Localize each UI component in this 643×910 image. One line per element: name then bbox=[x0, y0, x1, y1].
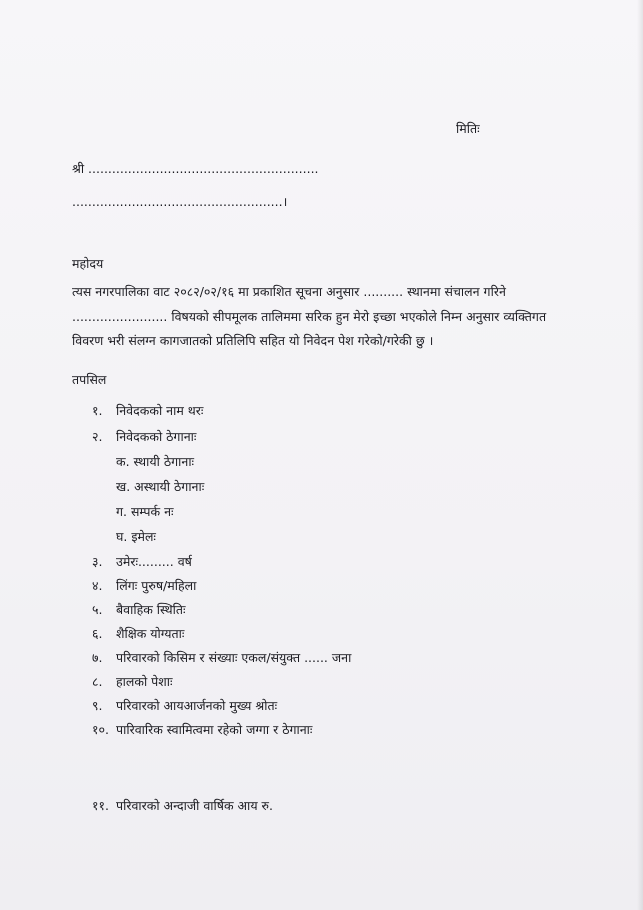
addressee-line: श्री .......................................................... bbox=[72, 161, 319, 176]
item-number: २. bbox=[92, 429, 103, 444]
item-number: १०. bbox=[92, 722, 109, 737]
item-number: ४. bbox=[92, 578, 103, 593]
item-number: ११. bbox=[92, 798, 109, 813]
item-text: शैक्षिक योग्यताः bbox=[116, 626, 185, 641]
address-sub-item: ख. अस्थायी ठेगानाः bbox=[116, 479, 205, 494]
body-line-2: ........................ विषयको सीपमूलक तालिममा सरिक हुन मेरो इच्छा भएकोले निम्न अनुसार व्यक्तिगत bbox=[72, 309, 547, 324]
list-item bbox=[92, 577, 196, 595]
item-text: परिवारको अन्दाजी वार्षिक आय रु. bbox=[116, 798, 274, 813]
list-item bbox=[92, 402, 203, 420]
body-line-3: विवरण भरी संलग्न कागजातको प्रतिलिपि सहित यो निवेदन पेश गरेको/गरेकी छु । bbox=[72, 333, 434, 348]
item-text: हालको पेशाः bbox=[116, 674, 173, 689]
date-label: मितिः bbox=[456, 121, 480, 136]
item-number: ६. bbox=[92, 626, 103, 641]
address-sub-item: घ. इमेलः bbox=[116, 529, 156, 544]
item-text: उमेरः......... वर्ष bbox=[116, 554, 192, 569]
list-item bbox=[92, 797, 273, 815]
salutation: महोदय bbox=[72, 256, 104, 271]
list-item bbox=[92, 625, 184, 643]
address-line: .....................................................। bbox=[72, 194, 288, 209]
list-item bbox=[92, 553, 192, 571]
item-number: ३. bbox=[92, 554, 103, 569]
list-item bbox=[92, 673, 173, 691]
item-text: लिंगः पुरुष/महिला bbox=[116, 578, 197, 593]
item-text: बैवाहिक स्थितिः bbox=[116, 602, 186, 617]
page-edge-shadow bbox=[637, 0, 643, 910]
item-text: पारिवारिक स्वामित्वमा रहेको जग्गा र ठेगानाः bbox=[116, 722, 313, 737]
item-text: परिवारको आयआर्जनको मुख्य श्रोतः bbox=[116, 698, 278, 713]
item-text: निवेदकको ठेगानाः bbox=[116, 429, 197, 444]
item-number: ९. bbox=[92, 698, 103, 713]
list-item bbox=[92, 721, 312, 739]
item-number: ७. bbox=[92, 650, 103, 665]
list-item bbox=[92, 428, 196, 446]
list-item bbox=[92, 649, 351, 667]
list-item bbox=[92, 601, 186, 619]
address-sub-item: ग. सम्पर्क नः bbox=[116, 504, 174, 519]
address-sub-item: क. स्थायी ठेगानाः bbox=[116, 454, 195, 469]
item-text: परिवारको किसिम र संख्याः एकल/संयुक्त ...... जना bbox=[116, 650, 352, 665]
body-line-1: त्यस नगरपालिका वाट २०८२/०२/१६ मा प्रकाशित सूचना अनुसार .......... स्थानमा संचालन गरिने bbox=[72, 284, 506, 299]
item-number: ८. bbox=[92, 674, 103, 689]
list-item bbox=[92, 697, 277, 715]
item-number: १. bbox=[92, 403, 103, 418]
section-heading: तपसिल bbox=[72, 372, 107, 387]
item-number: ५. bbox=[92, 602, 103, 617]
item-text: निवेदकको नाम थरः bbox=[116, 403, 204, 418]
